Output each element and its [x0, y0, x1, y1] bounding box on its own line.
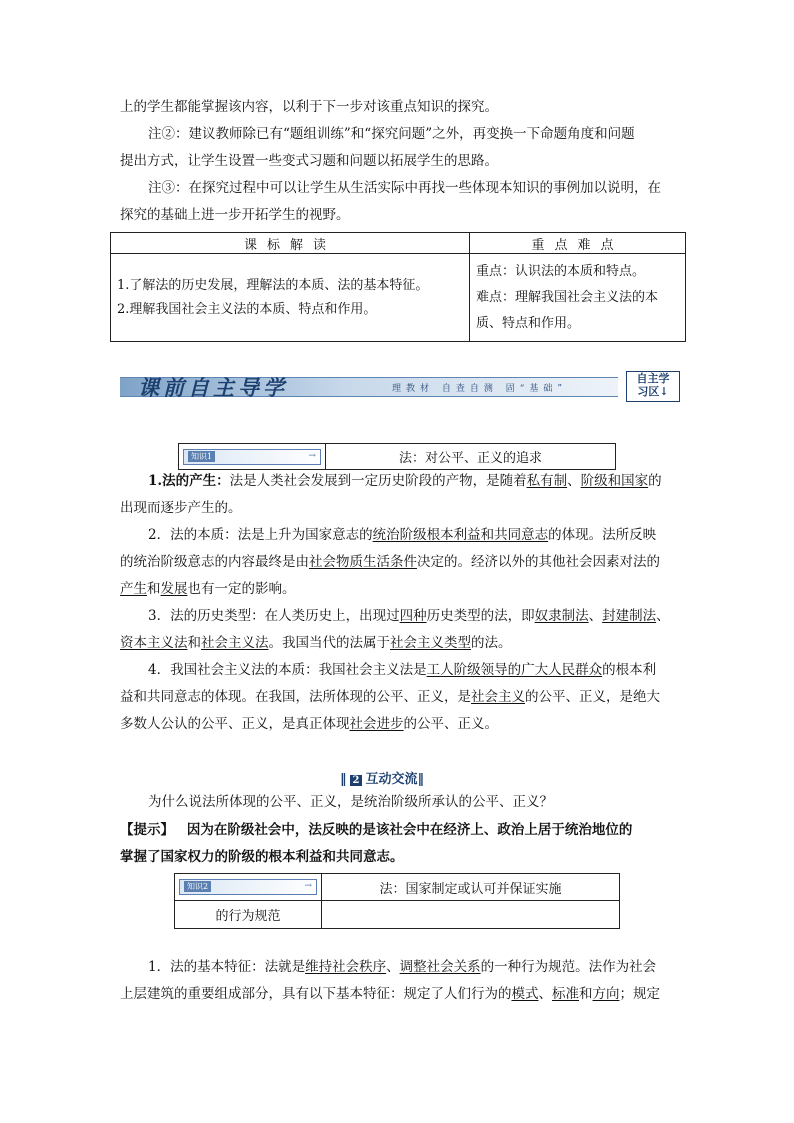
- knowledge-tag-label: 知识1: [188, 451, 215, 462]
- term-lead: 1.法的产生：: [148, 473, 230, 489]
- text-span: 决定的。经济以外的其他社会因素对法的: [417, 554, 660, 570]
- text-span: 法是人类社会发展到一定历史阶段的产物，是随着: [229, 473, 527, 489]
- text-span: 1．法的基本特征：法就是: [148, 959, 306, 975]
- paragraph-line: [120, 985, 660, 1003]
- banner-title: 课前自主导学: [138, 375, 288, 400]
- goal-item: 2.理解我国社会主义法的本质、特点和作用。: [117, 301, 377, 317]
- underlined-term: 社会物质生活条件: [309, 554, 417, 570]
- interaction-heading: [340, 768, 424, 787]
- underlined-term: 模式: [511, 986, 539, 1002]
- underlined-term: 方向: [592, 986, 620, 1002]
- underlined-term: 标准: [552, 986, 579, 1002]
- paragraph-line: [120, 715, 498, 733]
- underlined-term: 调整社会关系: [399, 959, 481, 975]
- text-span: 的统治阶级意志的内容最终是由: [120, 554, 309, 570]
- text-span: 也有一定的影响。: [187, 581, 296, 597]
- text-span: 的公平、正义，是绝大: [525, 689, 660, 705]
- knowledge-tag-label: 知识2: [184, 881, 211, 892]
- text-span: 、: [567, 473, 581, 489]
- knowledge-header-1: [178, 443, 616, 470]
- hint-line: [120, 821, 632, 839]
- underlined-term: 私有制: [526, 473, 568, 489]
- paragraph-line: [120, 580, 296, 598]
- knowledge-tag-cell: [179, 444, 326, 470]
- text-span: 的一种行为规范。法作为社会: [480, 959, 657, 975]
- paragraph-line: 出现而逐步产生的。: [120, 500, 242, 516]
- underlined-term: 奴隶制法: [534, 608, 589, 624]
- text-line: 提出方式，让学生设置一些变式习题和问题以拓展学生的思路。: [120, 153, 498, 169]
- underlined-term: 工人阶级领导的广大人民群众: [426, 662, 603, 678]
- knowledge-tag: [183, 449, 321, 465]
- text-span: 的体现。法所反映: [548, 527, 657, 543]
- self-study-box: [626, 371, 680, 402]
- text-span: 的公平、正义。: [403, 716, 498, 732]
- keypoint-line: 质、特点和作用。: [476, 315, 581, 331]
- text-span: 和: [579, 986, 593, 1002]
- paragraph-line: [148, 472, 662, 490]
- paragraph-line: [120, 553, 660, 571]
- keypoints-header: 重点难点: [470, 233, 686, 254]
- empty-cell: [322, 901, 620, 929]
- paragraph-line: [148, 661, 656, 679]
- hint-text: 因为在阶级社会中，法反映的是该社会中在经济上、政治上居于统治地位的: [186, 822, 633, 838]
- text-span: 和: [187, 635, 201, 651]
- underlined-term: 社会进步: [349, 716, 404, 732]
- question-line: 为什么说法所体现的公平、正义，是统治阶级所承认的公平、正义？: [148, 794, 553, 810]
- self-study-box-line: 习区↓: [637, 385, 669, 398]
- paragraph-line: [148, 958, 656, 976]
- underlined-term: 统治阶级根本利益和共同意志: [372, 527, 549, 543]
- text-span: 、: [386, 959, 400, 975]
- knowledge-title-cont: 的行为规范: [175, 901, 322, 929]
- text-span: 上层建筑的重要组成部分，具有以下基本特征：规定了人们行为的: [120, 986, 512, 1002]
- banner-subtitle: 理教材 自查自测 固“基础”: [392, 384, 567, 394]
- knowledge-tag: [179, 879, 317, 895]
- hint-line: 掌握了国家权力的阶级的根本利益和共同意志。: [120, 849, 404, 865]
- keypoint-line: 重点：认识法的本质和特点。: [476, 263, 646, 279]
- arrow-right-icon: →: [308, 450, 316, 461]
- text-span: 2．法的本质：法是上升为国家意志的: [148, 527, 373, 543]
- underlined-term: 发展: [160, 581, 188, 597]
- text-span: 4．我国社会主义法的本质：我国社会主义法是: [148, 662, 427, 678]
- underlined-term: 维持社会秩序: [305, 959, 387, 975]
- double-bar-icon: ‖: [417, 772, 424, 787]
- text-span: 、: [538, 986, 552, 1002]
- double-bar-icon: ‖: [340, 772, 347, 787]
- text-span: 的法。: [471, 635, 512, 651]
- hint-label: 【提示】: [120, 822, 174, 838]
- keypoints-cell: [470, 254, 686, 342]
- knowledge-tag-cell: [175, 874, 322, 901]
- knowledge-title: 法：对公平、正义的追求: [326, 444, 616, 470]
- underlined-term: 社会主义: [471, 689, 525, 705]
- section-banner: [120, 370, 680, 402]
- underlined-term: 阶级和国家: [580, 473, 649, 489]
- keypoint-line: 难点：理解我国社会主义法的本: [476, 289, 659, 305]
- text-line: 注②：建议教师除已有“题组训练”和“探究问题”之外，再变换一下命题角度和问题: [148, 126, 635, 142]
- underlined-term: 四种: [399, 608, 427, 624]
- knowledge-header-2: [174, 873, 620, 929]
- underlined-term: 社会主义法: [201, 635, 269, 651]
- arrow-right-icon: →: [304, 881, 312, 891]
- text-span: 历史类型的法，即: [426, 608, 535, 624]
- underlined-term: 产生: [120, 581, 147, 597]
- underlined-term: 资本主义法: [120, 635, 188, 651]
- paragraph-line: [120, 634, 512, 652]
- text-span: 多数人公认的公平、正义，是真正体现: [120, 716, 350, 732]
- paragraph-line: [148, 607, 670, 625]
- text-span: 和: [147, 581, 161, 597]
- goals-table: [110, 232, 686, 342]
- self-study-box-line: 自主学: [636, 372, 670, 385]
- knowledge-title: 法：国家制定或认可并保证实施: [322, 874, 620, 901]
- text-span: 。我国当代的法属于: [268, 635, 390, 651]
- goal-item: 1.了解法的历史发展，理解法的本质、法的基本特征。: [117, 277, 429, 293]
- goals-cell: [111, 254, 470, 342]
- text-span: 3．法的历史类型：在人类历史上，出现过: [148, 608, 400, 624]
- text-span: 的根本利: [602, 662, 657, 678]
- goals-header: 课标解读: [111, 233, 470, 254]
- interaction-label: 互动交流: [365, 772, 418, 787]
- interaction-number: 2: [350, 775, 363, 786]
- text-span: 、: [656, 608, 670, 624]
- text-span: 、: [588, 608, 603, 624]
- text-span: ；规定: [619, 986, 660, 1002]
- text-span: 的: [648, 473, 662, 489]
- text-line: 注③：在探究过程中可以让学生从生活实际中再找一些体现本知识的事例加以说明，在: [148, 180, 661, 196]
- text-line: 探究的基础上进一步开拓学生的视野。: [120, 207, 350, 223]
- paragraph-line: [120, 688, 660, 706]
- text-line: 上的学生都能掌握该内容，以利于下一步对该重点知识的探究。: [120, 99, 498, 115]
- underlined-term: 社会主义类型: [390, 635, 471, 651]
- text-span: 益和共同意志的体现。在我国，法所体现的公平、正义，是: [120, 689, 471, 705]
- underlined-term: 封建制法: [602, 608, 657, 624]
- paragraph-line: [148, 526, 656, 544]
